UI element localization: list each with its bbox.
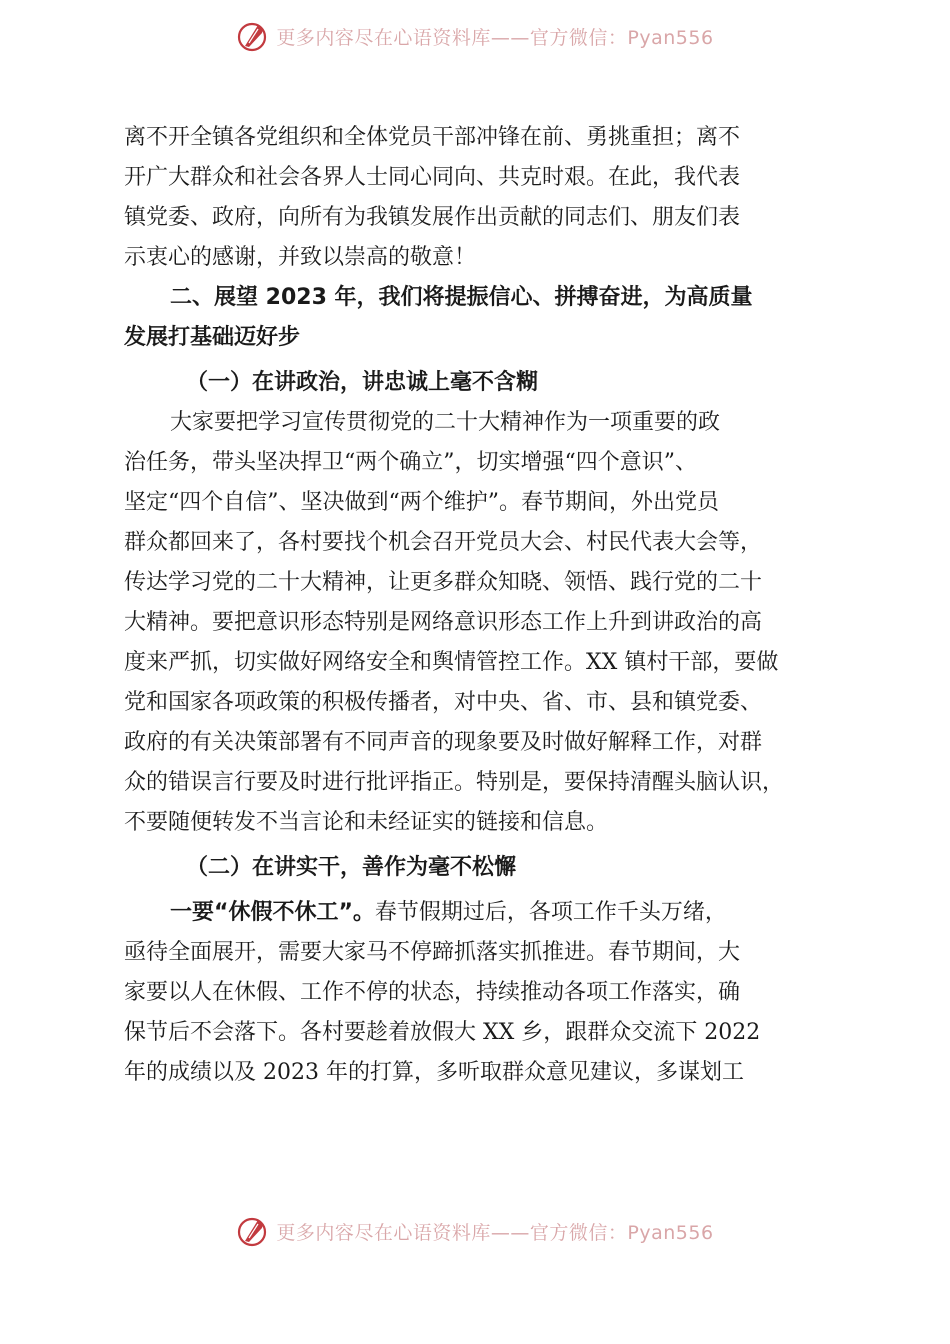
text-line: 治任务，带头坚决捍卫“两个确立”，切实增强“四个意识”、 [124, 450, 697, 475]
text-line: 群众都回来了，各村要找个机会召开党员大会、村民代表大会等， [124, 530, 763, 555]
paragraph-politics [124, 403, 844, 843]
text-line: 亟待全面展开，需要大家马不停蹄抓落实抓推进。春节期间，大 [124, 940, 741, 965]
header-watermark [0, 14, 950, 58]
heading-line: 发展打基础迈好步 [124, 325, 301, 350]
text-line: 不要随便转发不当言论和未经证实的链接和信息。 [124, 810, 609, 835]
document-body [124, 118, 844, 1093]
header-watermark-text: 更多内容尽在心语资料库——官方微信：Pyan556 [276, 26, 714, 49]
text-line: 众的错误言行要及时进行批评指正。特别是，要保持清醒头脑认识， [124, 770, 785, 795]
text-line: 离不开全镇各党组织和全体党员干部冲锋在前、勇挑重担；离不 [124, 125, 741, 150]
text-span: 春节假期过后，各项工作千头万绪， [374, 900, 727, 925]
footer-watermark [0, 1209, 950, 1253]
text-line: 镇党委、政府，向所有为我镇发展作出贡献的同志们、朋友们表 [124, 205, 741, 230]
text-line: 传达学习党的二十大精神，让更多群众知晓、领悟、践行党的二十 [124, 570, 763, 595]
section-heading-2 [124, 278, 844, 358]
paragraph-work [124, 893, 844, 1093]
text-line: 政府的有关决策部署有不同声音的现象要及时做好解释工作，对群 [124, 730, 763, 755]
subheading-2: （二）在讲实干，善作为毫不松懈 [186, 855, 517, 880]
text-line: 示衷心的感谢，并致以崇高的敬意！ [124, 245, 477, 270]
quill-pen-logo-icon [236, 19, 270, 53]
text-line: 大精神。要把意识形态特别是网络意识形态工作上升到讲政治的高 [124, 610, 763, 635]
text-line: 党和国家各项政策的积极传播者，对中央、省、市、县和镇党委、 [124, 690, 763, 715]
text-line: 年的成绩以及 2023 年的打算，多听取群众意见建议，多谋划工 [124, 1060, 744, 1085]
heading-line: 二、展望 2023 年，我们将提振信心、拼搏奋进，为高质量 [170, 285, 753, 310]
footer-watermark-text: 更多内容尽在心语资料库——官方微信：Pyan556 [276, 1221, 714, 1244]
paragraph-thanks [124, 118, 844, 278]
text-line: 开广大群众和社会各界人士同心同向、共克时艰。在此，我代表 [124, 165, 741, 190]
lead-phrase: 一要“休假不休工”。 [170, 900, 375, 925]
text-line: 家要以人在休假、工作不停的状态，持续推动各项工作落实，确 [124, 980, 741, 1005]
text-line: 坚定“四个自信”、坚决做到“两个维护”。春节期间，外出党员 [124, 490, 719, 515]
text-line: 大家要把学习宣传贯彻党的二十大精神作为一项重要的政 [170, 410, 721, 435]
quill-pen-logo-icon [236, 1214, 270, 1248]
subheading-1: （一）在讲政治，讲忠诚上毫不含糊 [186, 370, 539, 395]
text-line [124, 893, 844, 933]
text-line: 度来严抓，切实做好网络安全和舆情管控工作。XX 镇村干部，要做 [124, 650, 779, 675]
text-line: 保节后不会落下。各村要趁着放假大 XX 乡，跟群众交流下 2022 [124, 1020, 761, 1045]
